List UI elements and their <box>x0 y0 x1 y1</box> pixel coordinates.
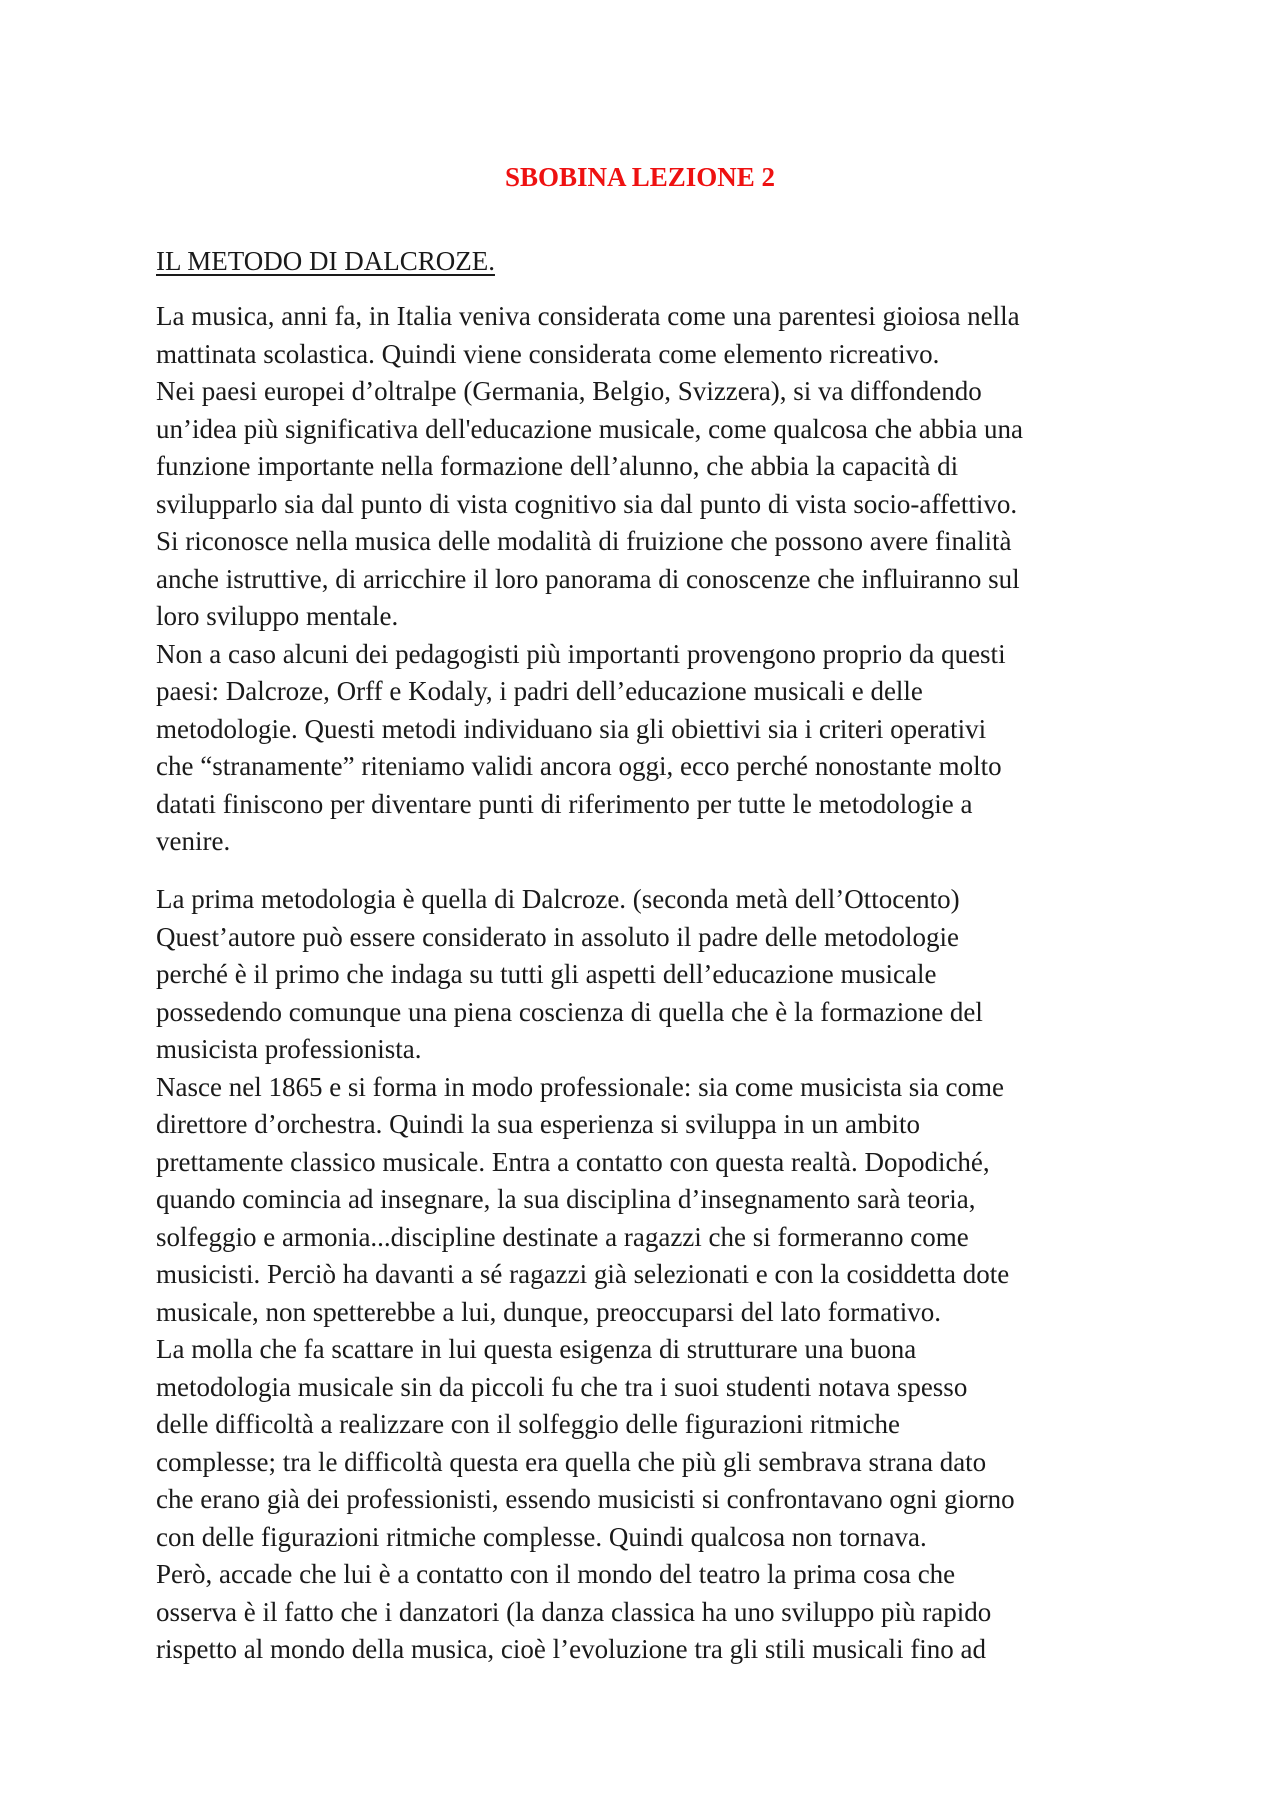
text-line: perché è il primo che indaga su tutti gli aspetti dell’educazione musicale <box>156 959 937 989</box>
text-line: musicale, non spetterebbe a lui, dunque, preoccuparsi del lato formativo. <box>156 1296 941 1327</box>
text-line: anche istruttive, di arricchire il loro panorama di conoscenze che influiranno sul <box>156 563 1020 594</box>
text-line: datati finiscono per diventare punti di riferimento per tutte le metodologie a <box>156 788 973 819</box>
text-line: paesi: Dalcroze, Orff e Kodaly, i padri dell’educazione musicali e delle <box>156 676 923 706</box>
text-line: funzione importante nella formazione dell’alunno, che abbia la capacità di <box>156 451 959 481</box>
text-line: quando comincia ad insegnare, la sua disciplina d’insegnamento sarà teoria, <box>156 1184 976 1214</box>
text-line: che “stranamente” riteniamo validi ancora oggi, ecco perché nonostante molto <box>156 751 1002 781</box>
text-line: osserva è il fatto che i danzatori (la danza classica ha uno sviluppo più rapido <box>156 1596 992 1627</box>
text-line: La musica, anni fa, in Italia veniva considerata come una parentesi gioiosa nella <box>156 301 1020 331</box>
text-line: Non a caso alcuni dei pedagogisti più importanti provengono proprio da questi <box>156 638 1006 669</box>
text-line: possedendo comunque una piena coscienza di quella che è la formazione del <box>156 996 983 1027</box>
paragraph-1 <box>156 298 1156 861</box>
text-line: rispetto al mondo della musica, cioè l’evoluzione tra gli stili musicali fino ad <box>156 1634 987 1664</box>
text-line: La prima metodologia è quella di Dalcroze. (seconda metà dell’Ottocento) <box>156 884 960 914</box>
text-line: Quest’autore può essere considerato in assoluto il padre delle metodologie <box>156 921 960 952</box>
text-line: prettamente classico musicale. Entra a contatto con questa realtà. Dopodiché, <box>156 1146 990 1177</box>
text-line: metodologia musicale sin da piccoli fu che tra i suoi studenti notava spesso <box>156 1371 968 1402</box>
text-line: Nasce nel 1865 e si forma in modo professionale: sia come musicista sia come <box>156 1071 1005 1102</box>
text-line: Si riconosce nella musica delle modalità di fruizione che possono avere finalità <box>156 526 1012 556</box>
text-line: mattinata scolastica. Quindi viene considerata come elemento ricreativo. <box>156 338 940 369</box>
section-heading: IL METODO DI DALCROZE. <box>156 246 495 276</box>
text-line: Nei paesi europei d’oltralpe (Germania, Belgio, Svizzera), si va diffondendo <box>156 376 982 406</box>
paragraph-2 <box>156 881 1156 1669</box>
text-line: musicisti. Perciò ha davanti a sé ragazzi già selezionati e con la cosiddetta dote <box>156 1259 1010 1289</box>
document-title: SBOBINA LEZIONE 2 <box>504 162 776 192</box>
text-line: solfeggio e armonia...discipline destinate a ragazzi che si formeranno come <box>156 1221 969 1252</box>
text-line: che erano già dei professionisti, essendo musicisti si confrontavano ogni giorno <box>156 1484 1015 1514</box>
text-line: venire. <box>156 826 231 856</box>
text-line: delle difficoltà a realizzare con il solfeggio delle figurazioni ritmiche <box>156 1409 900 1439</box>
text-line: con delle figurazioni ritmiche complesse. Quindi qualcosa non tornava. <box>156 1521 927 1552</box>
text-line: loro sviluppo mentale. <box>156 601 399 631</box>
text-line: La molla che fa scattare in lui questa esigenza di strutturare una buona <box>156 1334 917 1364</box>
text-line: metodologie. Questi metodi individuano sia gli obiettivi sia i criteri operativi <box>156 713 987 744</box>
text-line: complesse; tra le difficoltà questa era quella che più gli sembrava strana dato <box>156 1446 987 1477</box>
text-line: un’idea più significativa dell'educazione musicale, come qualcosa che abbia una <box>156 413 1024 444</box>
text-line: direttore d’orchestra. Quindi la sua esperienza si sviluppa in un ambito <box>156 1109 921 1139</box>
text-line: svilupparlo sia dal punto di vista cognitivo sia dal punto di vista socio-affettivo. <box>156 488 1018 519</box>
text-line: Però, accade che lui è a contatto con il mondo del teatro la prima cosa che <box>156 1559 956 1589</box>
text-line: musicista professionista. <box>156 1034 422 1064</box>
